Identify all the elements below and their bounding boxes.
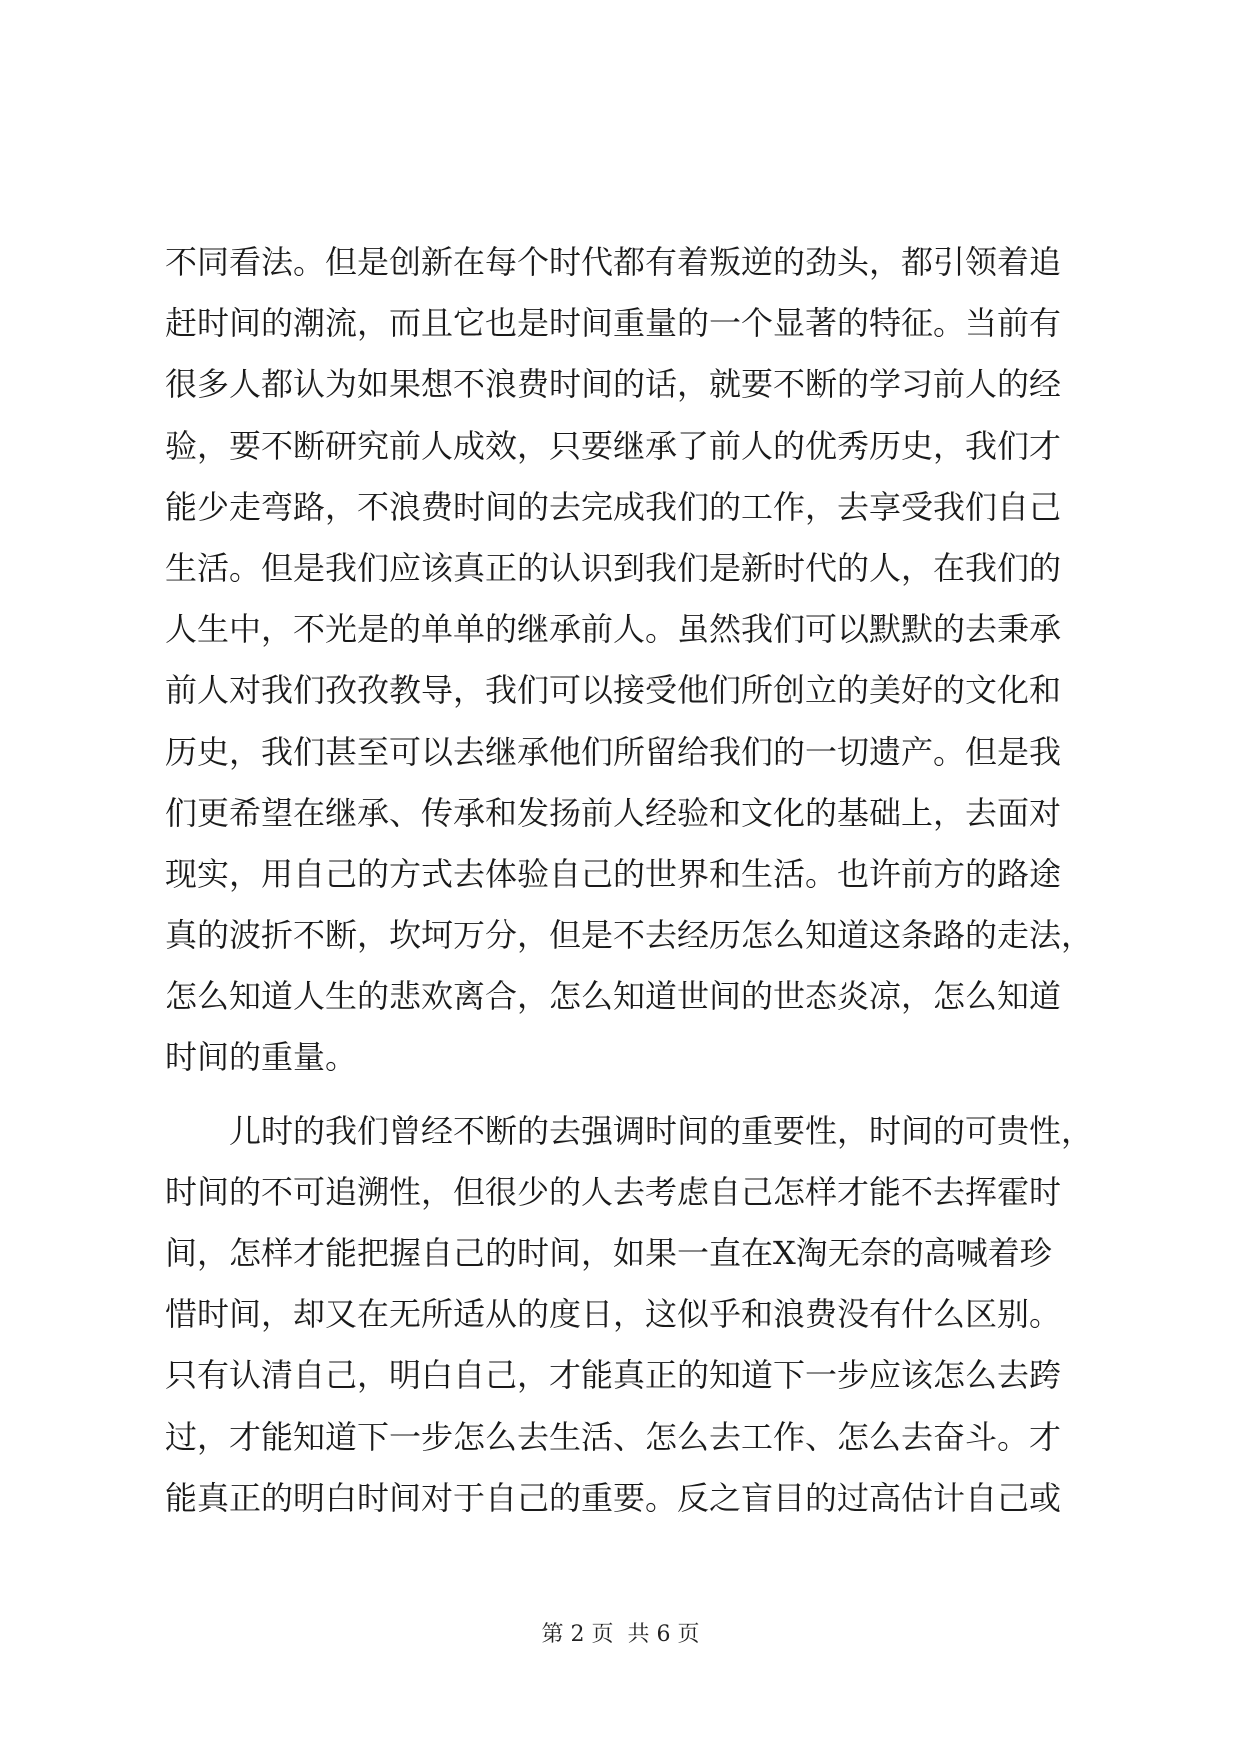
text-line: 能真正的明白时间对于自己的重要。反之盲目的过高估计自己或 xyxy=(165,1478,1062,1517)
text-line: 怎么知道人生的悲欢离合，怎么知道世间的世态炎凉，怎么知道 xyxy=(165,977,1062,1016)
text-line: 人生中，不光是的单单的继承前人。虽然我们可以默默的去秉承 xyxy=(165,610,1062,649)
text-line: 间，怎样才能把握自己的时间，如果一直在X淘无奈的高喊着珍 xyxy=(165,1234,1052,1272)
text-line: 时间的不可追溯性，但很少的人去考虑自己怎样才能不去挥霍时 xyxy=(165,1172,1062,1211)
text-line: 真的波折不断，坎坷万分，但是不去经历怎么知道这条路的走法， xyxy=(165,916,1094,955)
text-line: 过，才能知道下一步怎么去生活、怎么去工作、怎么去奋斗。才 xyxy=(165,1417,1062,1456)
text-line: 惜时间，却又在无所适从的度日，这似乎和浪费没有什么区别。 xyxy=(165,1295,1062,1334)
body-text xyxy=(165,232,1094,1529)
text-line: 验，要不断研究前人成效，只要继承了前人的优秀历史，我们才 xyxy=(165,426,1062,465)
text-line: 们更希望在继承、传承和发扬前人经验和文化的基础上，去面对 xyxy=(165,793,1062,832)
text-line: 很多人都认为如果想不浪费时间的话，就要不断的学习前人的经 xyxy=(165,365,1062,404)
text-line: 现实，用自己的方式去体验自己的世界和生活。也许前方的路途 xyxy=(165,854,1062,893)
text-line: 赶时间的潮流，而且它也是时间重量的一个显著的特征。当前有 xyxy=(165,304,1062,343)
text-line: 不同看法。但是创新在每个时代都有着叛逆的劲头，都引领着追 xyxy=(165,243,1062,281)
text-line: 前人对我们孜孜教导，我们可以接受他们所创立的美好的文化和 xyxy=(165,671,1062,710)
text-line: 历史，我们甚至可以去继承他们所留给我们的一切遗产。但是我 xyxy=(165,732,1062,771)
text-line: 儿时的我们曾经不断的去强调时间的重要性，时间的可贵性， xyxy=(165,1111,1094,1150)
text-line: 能少走弯路，不浪费时间的去完成我们的工作，去享受我们自己 xyxy=(165,487,1062,526)
text-line: 只有认清自己，明白自己，才能真正的知道下一步应该怎么去跨 xyxy=(165,1356,1062,1395)
paragraph-gap xyxy=(165,1089,1085,1101)
page-footer: 第 2 页 共 6 页 xyxy=(541,1622,700,1647)
text-line: 时间的重量。 xyxy=(165,1038,358,1077)
text-line: 生活。但是我们应该真正的认识到我们是新时代的人，在我们的 xyxy=(165,548,1062,587)
